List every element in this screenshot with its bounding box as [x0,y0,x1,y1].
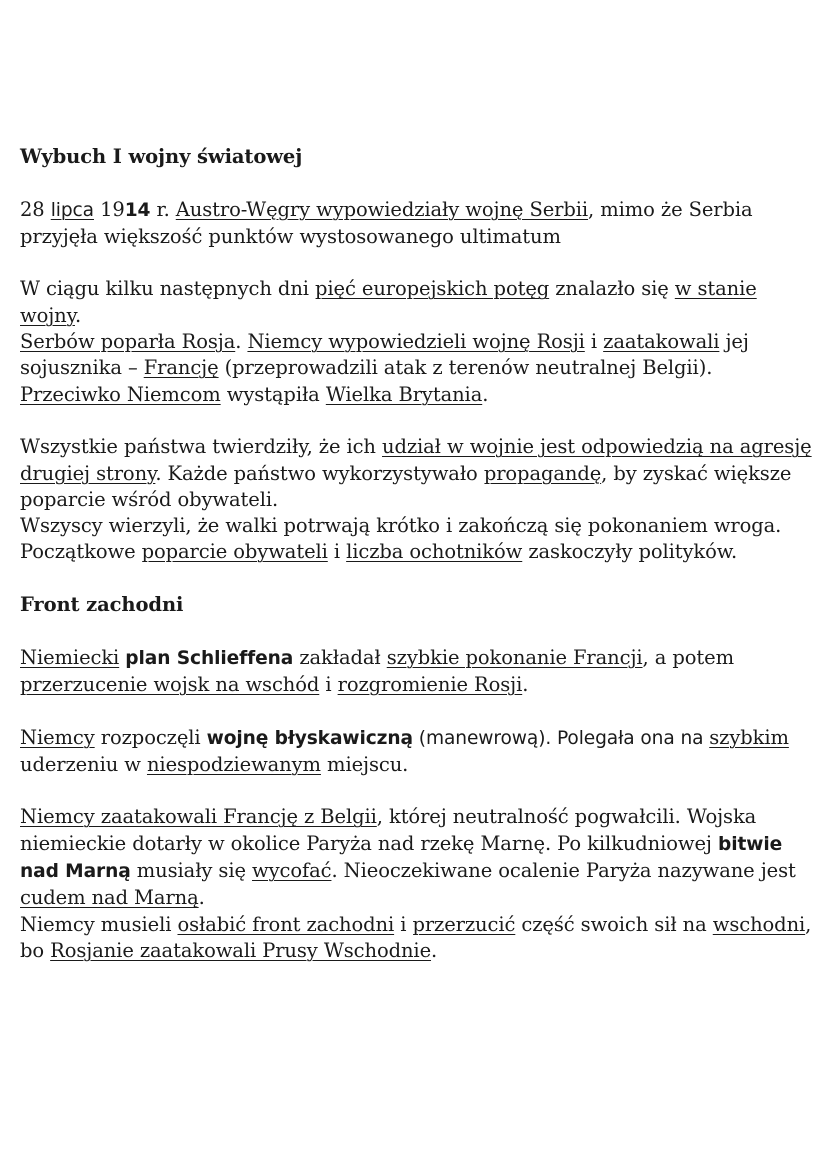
text-run: rozpoczęli [94,725,207,749]
spacer [20,618,812,644]
text-run: zaskoczyły polityków. [522,540,738,564]
text-run: uderzeniu w [20,752,147,776]
underlined-phrase: cudem nad Marną [20,886,199,910]
underlined-phrase: przerzucić [412,912,516,936]
underlined-phrase: w stanie wojny [20,277,757,327]
document-page [20,144,812,964]
bold-term: plan Schlieffena [125,647,294,669]
text-run: musiały się [130,859,253,883]
underlined-phrase: przerzucenie wojsk na wschód [20,672,320,696]
section-heading-western-front: Front zachodni [20,593,184,617]
underlined-phrase: Wielka Brytania [325,382,483,406]
text-run: . [198,886,205,910]
text-run: jej sojusznika – [20,330,749,380]
paragraph-propaganda [20,434,812,513]
underlined-phrase: wycofać [252,859,332,883]
spacer [20,698,812,724]
underlined-phrase: szybkim [709,725,789,749]
text-run: i [319,672,338,696]
underlined-phrase: Niemiecki [20,645,120,669]
underlined-phrase: poparcie obywateli [141,540,328,564]
text-run: . Każde państwo wykorzystywało [155,461,484,485]
text-run: , a potem [642,645,734,669]
paragraph-alliances [20,329,812,408]
text-run: . [522,672,529,696]
paragraph-five-powers [20,276,812,329]
text-run: Wszyscy wierzyli, że walki potrwają krótko i zakończą się pokonaniem wroga. Początkowe [20,514,782,564]
underlined-phrase: Austro-Węgry wypowiedziały wojnę Serbii [175,197,589,221]
bold-term: bitwie nad Marną [20,833,783,883]
paragraph-july-1914 [20,197,812,251]
spacer [20,250,812,276]
paragraph-battle-of-marne [20,804,812,911]
text-run: i [584,330,604,354]
underlined-phrase: pięć europejskich potęg [315,277,550,301]
text-run: 19 [93,197,125,221]
text-run: Wszystkie państwa twierdziły, że ich [20,435,382,459]
text-run: zakładał [293,645,387,669]
text-run: . [482,382,489,406]
bold-digits: 14 [124,199,151,221]
text-run: . [74,303,82,327]
bold-term: wojnę błyskawiczną [206,727,413,749]
underlined-phrase: Niemcy wypowiedzieli wojnę Rosji [247,330,585,354]
underlined-phrase: rozgromienie Rosji [337,672,523,696]
text-run: Niemcy musieli [20,912,178,936]
text-run: , bo [20,912,812,962]
text-run: r. [150,197,176,221]
paragraph-eastern-front [20,912,812,965]
text-run: 28 [20,197,51,221]
text-run: . Nieoczekiwane ocalenie Paryża nazywane jest [331,859,796,883]
underlined-phrase: szybkie pokonanie Francji [386,645,643,669]
paragraph-expectations [20,513,812,566]
section-heading-outbreak: Wybuch I wojny światowej [20,145,303,168]
text-run: (manewrową). Polegała ona na [412,727,710,749]
text-run: i [394,912,413,936]
text-run: . [431,938,438,962]
text-run: , by zyskać większe poparcie wśród obywateli. [20,461,792,511]
underlined-phrase: zaatakowali [603,330,720,354]
underlined-phrase: liczba ochotników [346,540,523,564]
text-run: znalazło się [549,277,675,301]
text-run: część swoich sił na [515,912,713,936]
text-run: W ciągu kilku następnych dni [20,277,316,301]
underlined-phrase: udział w wojnie jest odpowiedzią na agresję drugiej strony [20,435,812,485]
underlined-phrase: Serbów poparła Rosja [20,330,236,354]
underlined-phrase: propagandę [483,461,602,485]
underlined-phrase: niespodziewanym [146,752,321,776]
spacer [20,170,812,196]
text-run: wystąpiła [220,382,326,406]
underlined-phrase: wschodni [712,912,806,936]
underlined-phrase: Francję [143,356,219,380]
text-run: , mimo że Serbia przyjęła większość punktów wystosowanego ultimatum [20,197,753,248]
text-run: . [235,330,248,354]
text-run: i [327,540,347,564]
underlined-phrase: Niemcy [20,725,95,749]
underlined-phrase: osłabić front zachodni [177,912,395,936]
paragraph-blitzkrieg [20,725,812,779]
underlined-phrase: Niemcy zaatakowali Francję z Belgii [20,805,377,829]
underlined-phrase: Rosjanie zaatakowali Prusy Wschodnie [50,938,432,962]
underlined-phrase: Przeciwko Niemcom [20,382,221,406]
text-run: (przeprowadzili atak z terenów neutralnej Belgii). [218,356,713,380]
spacer [20,778,812,804]
text-run: , której neutralność pogwałcili. Wojska niemieckie dotarły w okolice Paryża nad rzekę Marnę. Po kilkudniowej [20,805,757,855]
spacer [20,408,812,434]
underlined-phrase: lipca [50,199,94,221]
paragraph-schlieffen-plan [20,645,812,699]
text-run: miejscu. [320,752,409,776]
spacer [20,566,812,592]
